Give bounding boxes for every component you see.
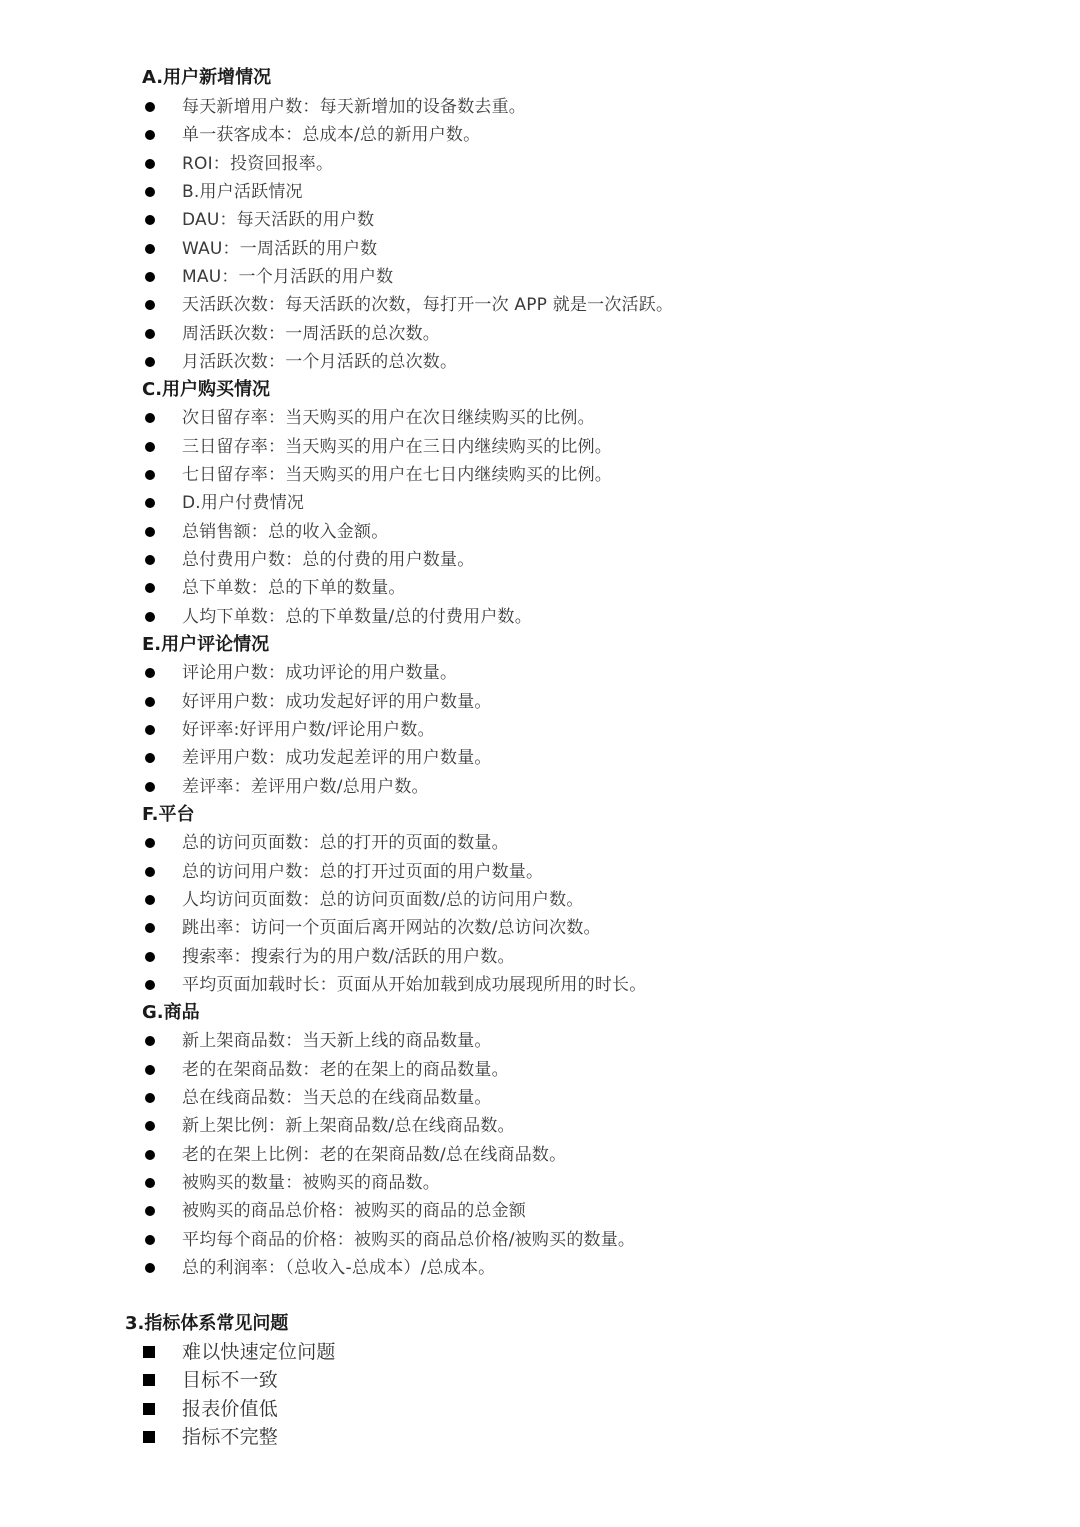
- bullet-square-icon: [143, 1431, 155, 1443]
- section-heading-common-problems: 3.指标体系常见问题: [125, 1313, 289, 1334]
- document-page: A.用户新增情况 每天新增用户数：每天新增加的设备数去重。 单一获客成本：总成本/总的新用户数。 ROI：投资回报率。 B.用户活跃情况 DAU：每天活跃的用户数 WAU：一周活跃的用户数 MAU：一个月活跃的用户数 天活跃次数：每天活跃的次数，每打开一次 APP 就是一次活跃。 周活跃次数：一周活跃的总次数。 月活跃次数：一个月活跃的总次数。 C.用户购买情况 次日留存率：当天购买的用户在次日继续购买的比例。 三日留存率：当天购买的用户在三日内继续购买的比例。 七日留存率：当天购买的用户在七日内继续购买的比例。 D.用户付费情况 总销售额：总的收入金额。 总付费用户数：总的付费的用户数量。 总下单数：总的下单的数量。 人均下单数：总的下单数量/总的付费用户数。 E.用户评论情况 评论用户数：成功评论的用户数量。 好评用户数：成功发起好评的用户数量。 好评率:好评用户数/评论用户数。 差评用户数：成功发起差评的用户数量。 差评率：差评用户数/总用户数。 F.平台 总的访问页面数：总的打开的页面的数量。 总的访问用户数：总的打开过页面的用户数量。 人均访问页面数：总的访问页面数/总的访问用户数。 跳出率：访问一个页面后离开网站的次数/总访问次数。 搜索率：搜索行为的用户数/活跃的用户数。 平均页面加载时长：页面从开始加载到成功展现所用的时长。 G.商品 新上架商品数：当天新上线的商品数量。 老的在架商品数：老的在架上的商品数量。 总在线商品数：当天总的在线商品数量。 新上架比例：新上架商品数/总在线商品数。 老的在架上比例：老的在架商品数/总在线商品数。 被购买的数量：被购买的商品数。 被购买的商品总价格：被购买的商品的总金额 平均每个商品的价格：被购买的商品总价格/被购买的数量。 总的利润率：（总收入-总成本）/总成本。 3.指标体系常见问题 难以快速定位问题 目标不一致 报表价值低 指标不完整: [0, 0, 1080, 1527]
- bullet-dot-icon: [145, 1093, 155, 1103]
- bullet-dot-icon: [145, 838, 155, 848]
- bullet-square-icon: [143, 1374, 155, 1386]
- bullet-square-icon: [143, 1403, 155, 1415]
- bullet-dot-icon: [145, 555, 155, 565]
- bullet-dot-icon: [145, 498, 155, 508]
- bullet-dot-icon: [145, 1206, 155, 1216]
- bullet-dot-icon: [145, 1065, 155, 1075]
- section-heading-e: E.用户评论情况: [142, 634, 270, 655]
- bullet-dot-icon: [145, 1121, 155, 1131]
- bullet-dot-icon: [145, 782, 155, 792]
- bullet-square-icon: [143, 1346, 155, 1358]
- bullet-dot-icon: [145, 527, 155, 537]
- section-heading-f: F.平台: [142, 804, 195, 825]
- bullet-dot-icon: [145, 895, 155, 905]
- bullet-dot-icon: [145, 329, 155, 339]
- bullet-dot-icon: [145, 470, 155, 480]
- bullet-dot-icon: [145, 187, 155, 197]
- bullet-dot-icon: [145, 923, 155, 933]
- bullet-dot-icon: [145, 697, 155, 707]
- bullet-dot-icon: [145, 867, 155, 877]
- bullet-dot-icon: [145, 244, 155, 254]
- bullet-dot-icon: [145, 980, 155, 990]
- bullet-dot-icon: [145, 725, 155, 735]
- bullet-dot-icon: [145, 130, 155, 140]
- bullet-dot-icon: [145, 952, 155, 962]
- bullet-dot-icon: [145, 1235, 155, 1245]
- bullet-dot-icon: [145, 1036, 155, 1046]
- bullet-dot-icon: [145, 1263, 155, 1273]
- bullet-dot-icon: [145, 413, 155, 423]
- bullet-dot-icon: [145, 1178, 155, 1188]
- bullet-dot-icon: [145, 357, 155, 367]
- bullet-dot-icon: [145, 300, 155, 310]
- bullet-dot-icon: [145, 668, 155, 678]
- bullet-dot-icon: [145, 442, 155, 452]
- bullet-dot-icon: [145, 102, 155, 112]
- bullet-dot-icon: [145, 272, 155, 282]
- bullet-dot-icon: [145, 1150, 155, 1160]
- bullet-dot-icon: [145, 753, 155, 763]
- section-heading-c: C.用户购买情况: [142, 379, 271, 400]
- section-heading-a: A.用户新增情况: [142, 67, 272, 88]
- bullet-dot-icon: [145, 215, 155, 225]
- bullet-dot-icon: [145, 159, 155, 169]
- section-heading-g: G.商品: [142, 1002, 200, 1023]
- bullet-dot-icon: [145, 583, 155, 593]
- bullet-dot-icon: [145, 612, 155, 622]
